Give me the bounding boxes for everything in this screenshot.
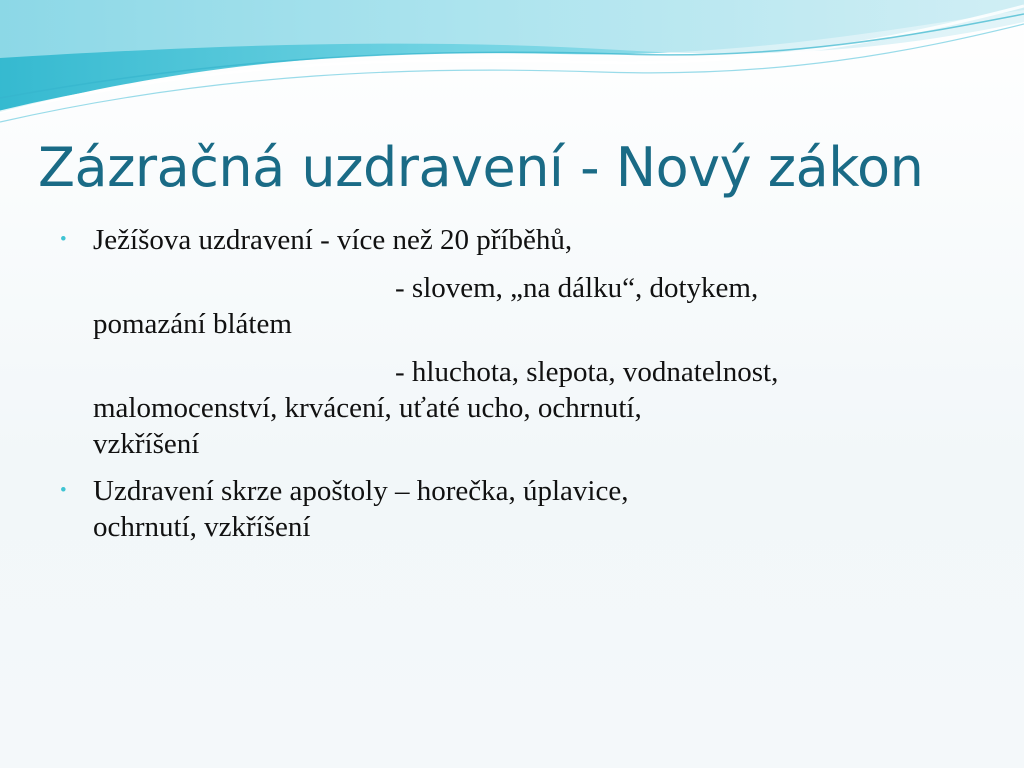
bullet-line	[93, 270, 960, 306]
bullet-line	[93, 354, 960, 390]
bullet-line: Uzdravení skrze apoštoly – horečka, úplavice,	[93, 475, 629, 507]
bullet-line: ochrnutí, vzkříšení	[93, 511, 311, 543]
bullet-item	[60, 222, 960, 462]
bullet-marker: •	[60, 480, 67, 501]
bullet-line: pomazání blátem	[93, 308, 292, 340]
wave-decoration	[0, 0, 1024, 130]
bullet-item	[60, 473, 960, 545]
bullet-marker: •	[60, 229, 67, 250]
slide-title: Zázračná uzdravení - Nový zákon	[38, 136, 924, 199]
bullet-line: malomocenství, krvácení, uťaté ucho, ochrnutí,	[93, 392, 642, 424]
bullet-line: Ježíšova uzdravení - více než 20 příběhů,	[93, 224, 573, 256]
bullet-line-text: - slovem, „na dálku“, dotykem,	[395, 272, 759, 304]
bullet-line-text: - hluchota, slepota, vodnatelnost,	[395, 356, 779, 388]
bullet-list	[60, 222, 960, 545]
bullet-line: vzkříšení	[93, 428, 200, 460]
